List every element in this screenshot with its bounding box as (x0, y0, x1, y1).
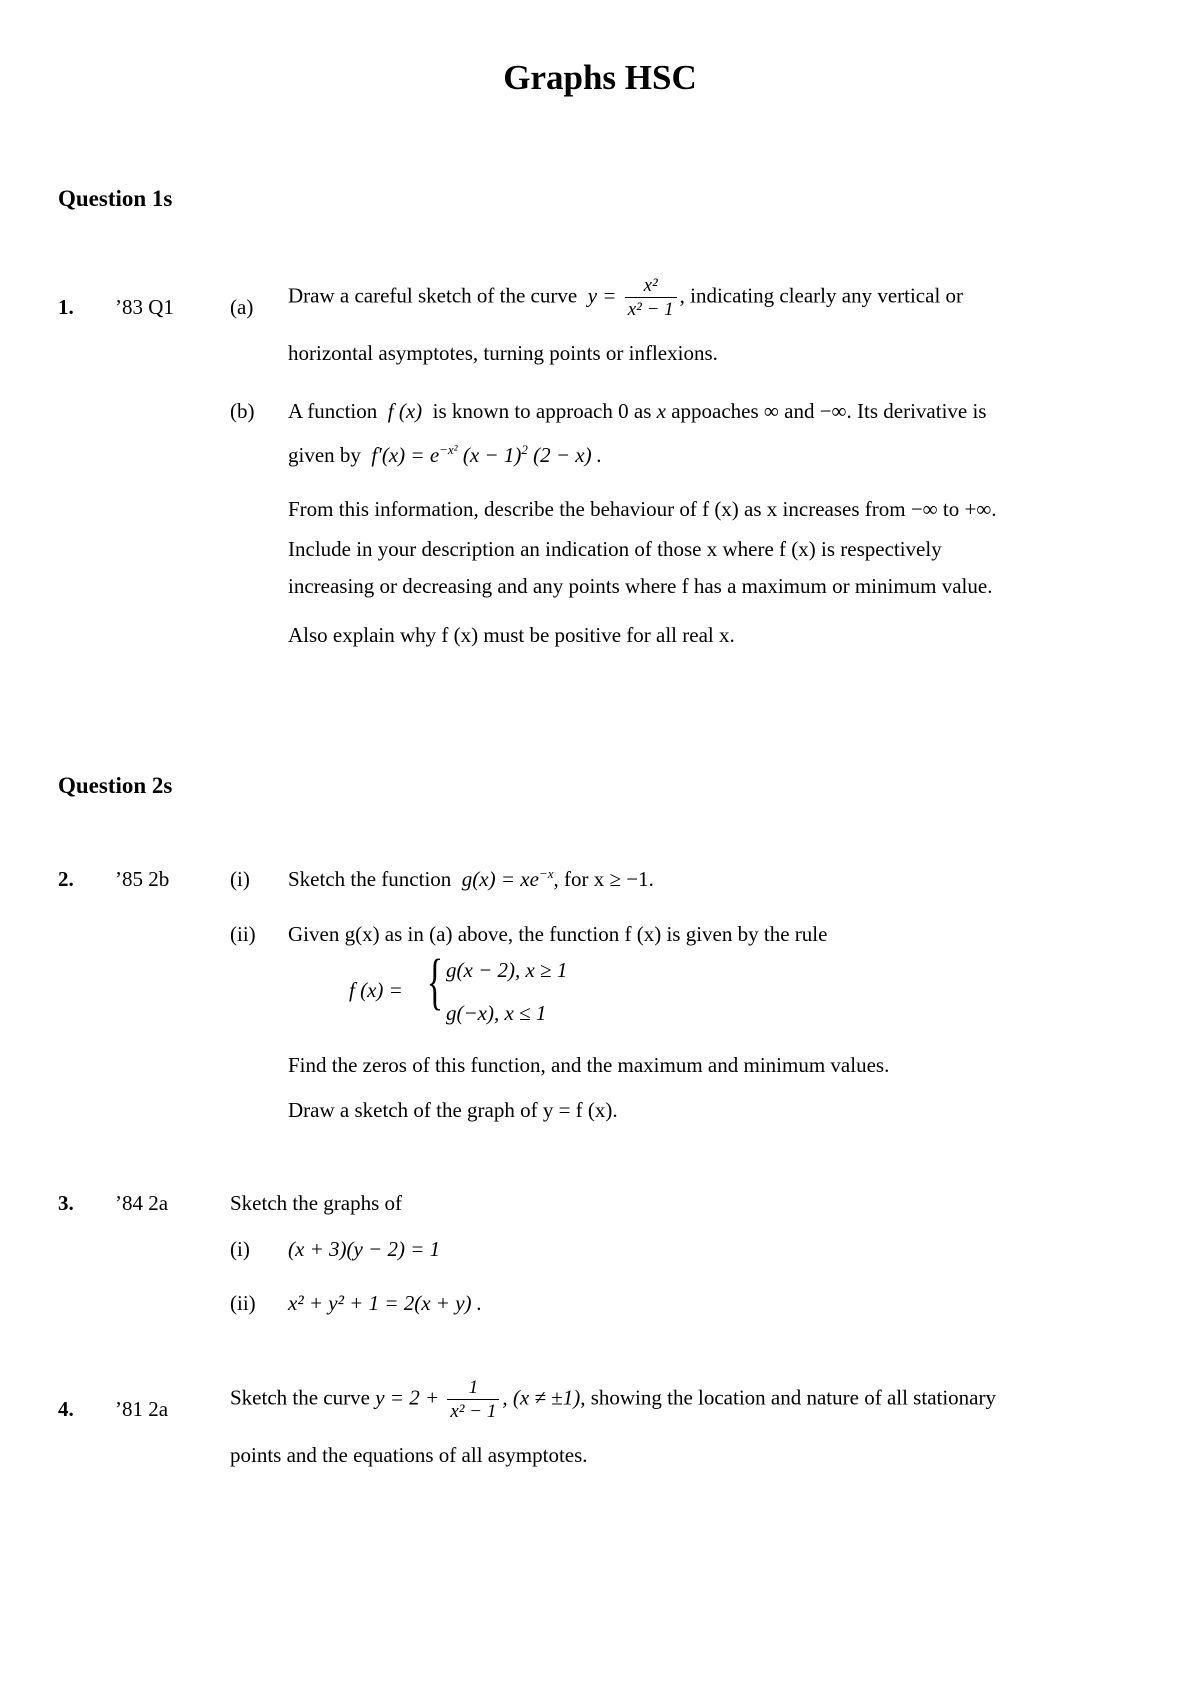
q2ii-case1 (446, 958, 567, 983)
q1b-derivative-tail: (2 − x) . (533, 443, 603, 467)
q2ii-piecewise-lhs (349, 978, 403, 1003)
q2i-math (457, 867, 554, 891)
q1b-para3: Include in your description an indication of those x where f (x) is respectively (288, 537, 942, 561)
q1b-line2 (288, 443, 602, 468)
question-source-3: ’84 2a (115, 1191, 169, 1215)
q1b-line1-f: appoaches ∞ and −∞. Its derivative is (671, 399, 987, 423)
question-source-4: ’81 2a (115, 1397, 169, 1421)
q1b-derivative-lhs: f′(x) = e (371, 443, 440, 467)
q1b-derivative (366, 443, 602, 467)
q4-math2: , (x ≠ ±1) (502, 1385, 581, 1410)
section-heading-2: Question 2s (58, 773, 173, 798)
part-label-2i: (i) (230, 867, 250, 891)
q1b-line1-b: is known to approach (432, 399, 613, 423)
q1a-line1 (288, 276, 963, 319)
q2i-text: Sketch the function (288, 867, 452, 891)
q1a-frac-num: x² (625, 276, 677, 298)
q1a-line2: horizontal asymptotes, turning points or inflexions. (288, 341, 718, 365)
q2ii-case2 (446, 1001, 546, 1026)
q1a-text2: , indicating clearly any vertical or (679, 283, 964, 308)
q1a-fraction (625, 276, 677, 319)
q4-text1: Sketch the curve (230, 1385, 370, 1410)
q3ii-math (288, 1291, 482, 1316)
q2ii-brace: { (426, 948, 444, 1016)
part-label-3i: (i) (230, 1237, 250, 1261)
q4-text2: , showing the location and nature of all stationary (580, 1385, 996, 1410)
question-source-2: ’85 2b (115, 867, 170, 891)
q2ii-para3: Draw a sketch of the graph of y = f (x). (288, 1098, 618, 1122)
question-number-3: 3. (58, 1191, 74, 1215)
q4-frac-num: 1 (447, 1378, 499, 1400)
q1b-line1-x: x (656, 399, 666, 423)
q2ii-case1-text: g(x − 2), x ≥ 1 (446, 958, 568, 982)
part-label-2ii: (ii) (230, 922, 256, 946)
question-number-1: 1. (58, 295, 74, 319)
q1b-line1-d: as (633, 399, 652, 423)
q1b-line1-c: 0 (618, 399, 629, 423)
q1a-y-eq: y = (582, 283, 617, 308)
q4-math1: y = 2 + (375, 1385, 440, 1410)
q1b-line1 (288, 399, 986, 424)
q2i-rest: , for x ≥ −1. (553, 867, 654, 891)
q2ii-line1: Given g(x) as in (a) above, the function f (x) is given by the rule (288, 922, 828, 946)
q1a-frac-den: x² − 1 (627, 299, 674, 320)
q4-frac-den: x² − 1 (450, 1401, 497, 1422)
q3-text: Sketch the graphs of (230, 1191, 403, 1215)
q1b-para2: From this information, describe the behaviour of f (x) as x increases from −∞ to +∞. (288, 497, 997, 521)
question-number-4: 4. (58, 1397, 74, 1421)
q3i-math-text: (x + 3)(y − 2) = 1 (288, 1237, 441, 1261)
q4-line2: points and the equations of all asymptotes. (230, 1443, 588, 1467)
part-label-1a: (a) (230, 295, 254, 319)
q2i-math-exp: −x (538, 866, 554, 881)
q1b-line2-a: given by (288, 443, 361, 467)
q1b-line1-a: A function (288, 399, 378, 423)
q3i-math (288, 1237, 440, 1262)
q2ii-para2: Find the zeros of this function, and the maximum and minimum values. (288, 1053, 890, 1077)
part-label-3ii: (ii) (230, 1291, 256, 1315)
q1b-derivative-exp: −x² (439, 442, 458, 457)
q2i-line (288, 867, 654, 892)
question-source-1: ’83 Q1 (115, 295, 174, 319)
q3ii-math-text: x² + y² + 1 = 2(x + y) . (288, 1291, 483, 1315)
section-heading-1: Question 1s (58, 186, 173, 211)
part-label-1b: (b) (230, 399, 255, 423)
q4-fraction (447, 1378, 499, 1421)
q1b-para4: increasing or decreasing and any points where f has a maximum or minimum value. (288, 574, 993, 598)
page-title: Graphs HSC (503, 58, 697, 97)
q1b-para5: Also explain why f (x) must be positive for all real x. (288, 623, 735, 647)
q1a-text1: Draw a careful sketch of the curve (288, 283, 578, 308)
question-number-2: 2. (58, 867, 74, 891)
q4-line1 (230, 1378, 996, 1421)
q2ii-lhs: f (x) = (349, 978, 403, 1002)
q1b-derivative-factor: (x − 1) (462, 443, 522, 467)
q2i-math-body: g(x) = xe (461, 867, 539, 891)
q2ii-case2-text: g(−x), x ≤ 1 (446, 1001, 547, 1025)
q1b-derivative-square: 2 (521, 442, 528, 457)
q1b-fx: f (x) (382, 399, 428, 423)
